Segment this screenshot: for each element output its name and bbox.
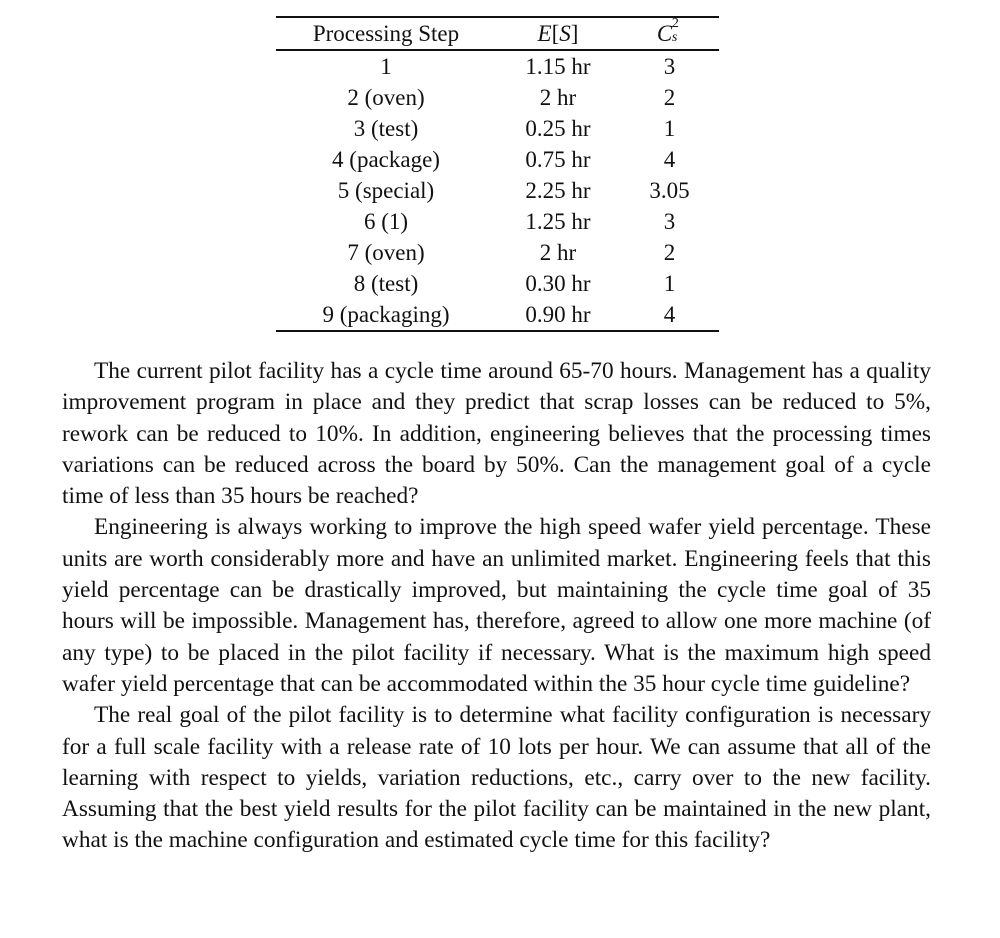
cell-processing-step: 4 (package) [332,147,440,172]
cell-expected-service-time: 0.25 hr [525,116,591,141]
cell-processing-step: 3 (test) [353,116,419,141]
cell-squared-cv: 2 [663,240,676,265]
cell-squared-cv: 4 [663,302,676,327]
header-cs-letter: C [656,21,673,46]
cell-processing-step: 2 (oven) [347,85,425,110]
cell-processing-step: 6 (1) [363,209,409,234]
cell-processing-step: 1 [380,54,392,79]
cell-squared-cv: 2 [663,85,676,110]
table-row [276,268,719,299]
cell-processing-step: 9 (packaging) [322,302,450,327]
cell-processing-step: 8 (test) [353,271,419,296]
header-es-symbol: E [537,21,552,46]
table-row [276,175,719,206]
table-row [276,82,719,113]
header-squared-cv [620,17,719,50]
cell-processing-step: 5 (special) [337,178,435,203]
cell-expected-service-time: 1.15 hr [525,54,591,79]
header-es-argument: S [559,21,571,46]
table-row [276,206,719,237]
paragraph: The real goal of the pilot facility is to determine what facility configuration is necessary for a full scale facility with a release rate of 10 lots per hour. We can assume that all of the learning with respect to yields, variation reductions, etc., carry over to the new facility. Assuming that the best yield results for the pilot facility can be maintained in the new plant, what is the machine configuration and estimated cycle time for this facility? [62,702,931,854]
header-expected-service-time: E[S] [537,21,579,46]
table-row [276,50,719,82]
cell-processing-step: 7 (oven) [347,240,425,265]
cell-squared-cv: 4 [663,147,676,172]
cell-expected-service-time: 2 hr [539,240,577,265]
processing-steps-table-container [276,16,719,332]
cell-expected-service-time: 0.90 hr [525,302,591,327]
cell-squared-cv: 1 [663,116,676,141]
header-cs-subscript: s [671,30,678,45]
processing-steps-table [276,16,719,332]
paragraph: Engineering is always working to improve the high speed wafer yield percentage. These units are worth considerably more and have an unlimited market. Engineering feels that this yield percentage can be drastically improved, but maintaining the cycle time goal of 35 hours will be impossible. Management has, therefore, agreed to allow one more machine (of any type) to be placed in the pilot facility if necessary. What is the maximum high speed wafer yield percentage that can be accommodated within the 35 hour cycle time guideline? [62,514,931,697]
table-header [276,17,719,50]
header-cs-symbol [657,18,682,49]
table-row [276,144,719,175]
cell-squared-cv: 3 [663,209,676,234]
table-row [276,237,719,268]
cell-expected-service-time: 2 hr [539,85,577,110]
body-text [62,356,931,857]
cell-expected-service-time: 0.75 hr [525,147,591,172]
paragraph: The current pilot facility has a cycle time around 65-70 hours. Management has a quality improvement program in place and they predict that scrap losses can be reduced to 5%, rework can be reduced to 10%. In addition, engineering believes that the processing times variations can be reduced across the board by 50%. Can the management goal of a cycle time of less than 35 hours be reached? [62,358,931,510]
table-header-row [276,17,719,50]
table-body [276,50,719,331]
header-cs-superscript: 2 [671,16,679,31]
cell-expected-service-time: 1.25 hr [525,209,591,234]
cell-expected-service-time: 2.25 hr [525,178,591,203]
table-row [276,299,719,331]
cell-squared-cv: 1 [663,271,676,296]
cell-squared-cv: 3 [663,54,676,79]
cell-squared-cv: 3.05 [649,178,690,203]
table-row [276,113,719,144]
cell-expected-service-time: 0.30 hr [525,271,591,296]
header-processing-step: Processing Step [312,21,460,46]
